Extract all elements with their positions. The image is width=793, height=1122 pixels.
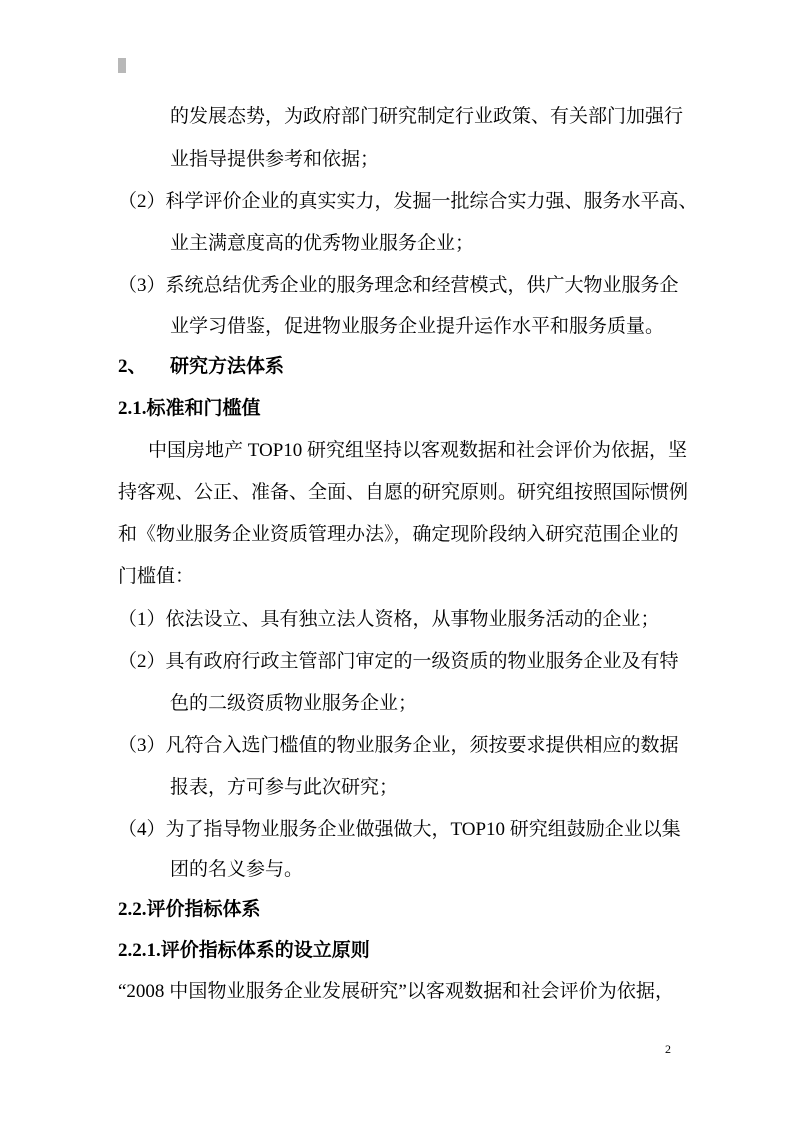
paragraph-line: 业主满意度高的优秀物业服务企业； xyxy=(170,233,475,254)
list-item-2: （2）具有政府行政主管部门审定的一级资质的物业服务企业及有特 xyxy=(118,651,679,672)
list-item-1: （1）依法设立、具有独立法人资格，从事物业服务活动的企业； xyxy=(118,609,660,630)
section-heading-2 xyxy=(118,355,674,379)
paragraph-line: 色的二级资质物业服务企业； xyxy=(170,693,418,714)
paragraph-line: 团的名义参与。 xyxy=(170,859,304,880)
heading-text: 研究方法体系 xyxy=(170,356,285,377)
list-item-3: （3）凡符合入选门槛值的物业服务企业，须按要求提供相应的数据 xyxy=(118,735,679,756)
paragraph-line: “2008 中国物业服务企业发展研究”以客观数据和社会评价为依据， xyxy=(118,981,674,1002)
paragraph-line: 中国房地产 TOP10 研究组坚持以客观数据和社会评价为依据，坚 xyxy=(148,440,688,461)
section-heading-2-2-1: 2.2.1.评价指标体系的设立原则 xyxy=(118,940,370,961)
paragraph-line: 报表，方可参与此次研究； xyxy=(170,777,399,798)
section-heading-2-2: 2.2.评价指标体系 xyxy=(118,899,261,920)
page-number: 2 xyxy=(665,1042,671,1056)
paragraph-line: 门槛值： xyxy=(118,566,195,587)
paragraph-line: 和《物业服务企业资质管理办法》，确定现阶段纳入研究范围企业的 xyxy=(118,524,679,545)
heading-number: 2、 xyxy=(118,356,147,377)
list-item-3: （3）系统总结优秀企业的服务理念和经营模式，供广大物业服务企 xyxy=(118,275,679,296)
paragraph-line: 业学习借鉴，促进物业服务企业提升运作水平和服务质量。 xyxy=(170,316,665,337)
page-marker xyxy=(118,58,126,73)
paragraph-line: 的发展态势，为政府部门研究制定行业政策、有关部门加强行 xyxy=(170,106,684,127)
paragraph-line: 业指导提供参考和依据； xyxy=(170,149,380,170)
list-item-4: （4）为了指导物业服务企业做强做大，TOP10 研究组鼓励企业以集 xyxy=(118,819,681,840)
section-heading-2-1: 2.1.标准和门槛值 xyxy=(118,398,261,419)
paragraph-line: 持客观、公正、准备、全面、自愿的研究原则。研究组按照国际惯例 xyxy=(118,482,689,503)
list-item-2: （2）科学评价企业的真实实力，发掘一批综合实力强、服务水平高、 xyxy=(118,191,698,212)
